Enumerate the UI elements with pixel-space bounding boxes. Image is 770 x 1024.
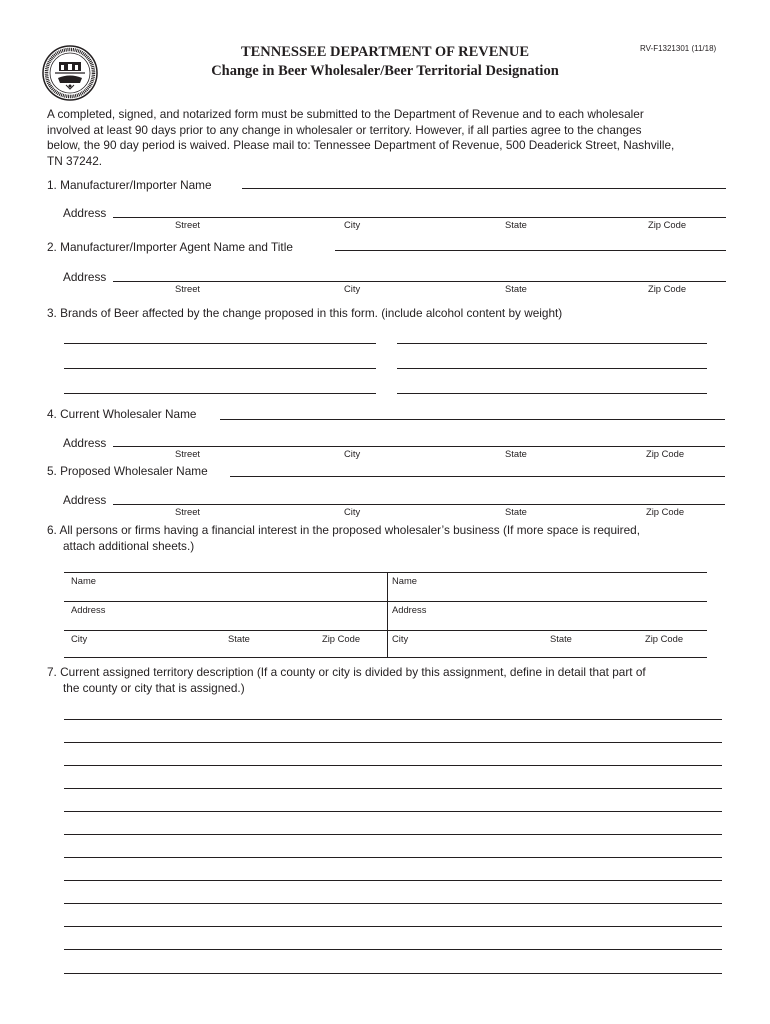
section-2-label: 2. Manufacturer/Importer Agent Name and Title bbox=[47, 240, 293, 254]
proposed-wholesaler-address-field[interactable] bbox=[113, 488, 725, 504]
section-3-label: 3. Brands of Beer affected by the change proposed in this form. (include alcohol content by weight) bbox=[47, 306, 563, 320]
section-7-label: 7. Current assigned territory description (If a county or city is divided by this assignment, define in detail that part of bbox=[47, 665, 646, 679]
state-caption: State bbox=[550, 633, 572, 644]
address-caption: Address bbox=[71, 604, 106, 615]
zip-caption: Zip Code bbox=[648, 283, 687, 294]
state-caption: State bbox=[505, 506, 527, 517]
brand-line[interactable] bbox=[64, 393, 376, 394]
territory-line[interactable] bbox=[64, 834, 722, 835]
address-label: Address bbox=[63, 270, 107, 284]
territory-line[interactable] bbox=[64, 765, 722, 766]
state-caption: State bbox=[228, 633, 250, 644]
territory-line[interactable] bbox=[64, 949, 722, 950]
brand-line[interactable] bbox=[397, 393, 707, 394]
interest-name-line[interactable] bbox=[64, 601, 707, 602]
city-caption: City bbox=[344, 219, 361, 230]
territory-line[interactable] bbox=[64, 880, 722, 881]
territory-line[interactable] bbox=[64, 973, 722, 974]
agent-name-title-field[interactable] bbox=[335, 234, 726, 250]
form-number: RV-F1321301 (11/18) bbox=[640, 44, 717, 53]
field-underline bbox=[113, 281, 726, 282]
section-7-label-cont: the county or city that is assigned.) bbox=[63, 681, 245, 695]
table-bottom-border bbox=[64, 657, 707, 658]
section-6-label: 6. All persons or firms having a financial interest in the proposed wholesaler’s business (If more space is required, bbox=[47, 523, 640, 537]
city-caption: City bbox=[344, 448, 361, 459]
section-1-label: 1. Manufacturer/Importer Name bbox=[47, 178, 212, 192]
territory-line[interactable] bbox=[64, 788, 722, 789]
address-label: Address bbox=[63, 493, 107, 507]
brand-line[interactable] bbox=[397, 368, 707, 369]
territory-line[interactable] bbox=[64, 811, 722, 812]
city-caption: City bbox=[392, 633, 409, 644]
section-6-label-cont: attach additional sheets.) bbox=[63, 539, 195, 553]
field-underline bbox=[113, 446, 725, 447]
zip-caption: Zip Code bbox=[646, 448, 685, 459]
department-title: TENNESSEE DEPARTMENT OF REVENUE bbox=[240, 44, 530, 60]
agent-address-field[interactable] bbox=[113, 265, 726, 281]
territory-line[interactable] bbox=[64, 857, 722, 858]
current-wholesaler-name-field[interactable] bbox=[220, 403, 725, 419]
zip-caption: Zip Code bbox=[645, 633, 684, 644]
zip-caption: Zip Code bbox=[646, 506, 685, 517]
field-underline bbox=[113, 504, 725, 505]
instructions-paragraph: A completed, signed, and notarized form must be submitted to the Department of Revenue and to each wholesaler involved at least 90 days prior to any change in wholesaler or territory. However, if all parties agree to the changes below, the 90 day period is waived. Please mail to: Tennessee Department of Revenue, 500 Deaderick Street, Nashville, TN 37242. bbox=[47, 107, 675, 168]
zip-caption: Zip Code bbox=[648, 219, 687, 230]
current-wholesaler-address-field[interactable] bbox=[113, 430, 725, 446]
state-caption: State bbox=[505, 219, 527, 230]
manufacturer-address-field[interactable] bbox=[113, 201, 726, 217]
territory-line[interactable] bbox=[64, 926, 722, 927]
field-underline bbox=[335, 250, 726, 251]
interest-address-line[interactable] bbox=[64, 630, 707, 631]
street-caption: Street bbox=[175, 283, 201, 294]
field-underline bbox=[220, 419, 725, 420]
field-underline bbox=[242, 188, 726, 189]
form-title: Change in Beer Wholesaler/Beer Territorial Designation bbox=[211, 63, 559, 79]
brand-line[interactable] bbox=[64, 343, 376, 344]
address-label: Address bbox=[63, 206, 107, 220]
street-caption: Street bbox=[175, 448, 201, 459]
field-underline bbox=[113, 217, 726, 218]
street-caption: Street bbox=[175, 219, 201, 230]
manufacturer-name-field[interactable] bbox=[242, 172, 726, 188]
territory-line[interactable] bbox=[64, 742, 722, 743]
city-caption: City bbox=[344, 506, 361, 517]
name-caption: Name bbox=[71, 575, 97, 586]
address-caption: Address bbox=[392, 604, 427, 615]
address-label: Address bbox=[63, 436, 107, 450]
territory-line[interactable] bbox=[64, 903, 722, 904]
state-caption: State bbox=[505, 283, 527, 294]
state-caption: State bbox=[505, 448, 527, 459]
territory-line[interactable] bbox=[64, 719, 722, 720]
table-divider bbox=[387, 572, 388, 657]
proposed-wholesaler-name-field[interactable] bbox=[230, 460, 725, 476]
section-5-label: 5. Proposed Wholesaler Name bbox=[47, 464, 208, 478]
field-underline bbox=[230, 476, 725, 477]
brand-line[interactable] bbox=[397, 343, 707, 344]
zip-caption: Zip Code bbox=[322, 633, 361, 644]
name-caption: Name bbox=[392, 575, 418, 586]
city-caption: City bbox=[344, 283, 361, 294]
street-caption: Street bbox=[175, 506, 201, 517]
table-top-border bbox=[64, 572, 707, 573]
city-caption: City bbox=[71, 633, 88, 644]
section-4-label: 4. Current Wholesaler Name bbox=[47, 407, 197, 421]
brand-line[interactable] bbox=[64, 368, 376, 369]
